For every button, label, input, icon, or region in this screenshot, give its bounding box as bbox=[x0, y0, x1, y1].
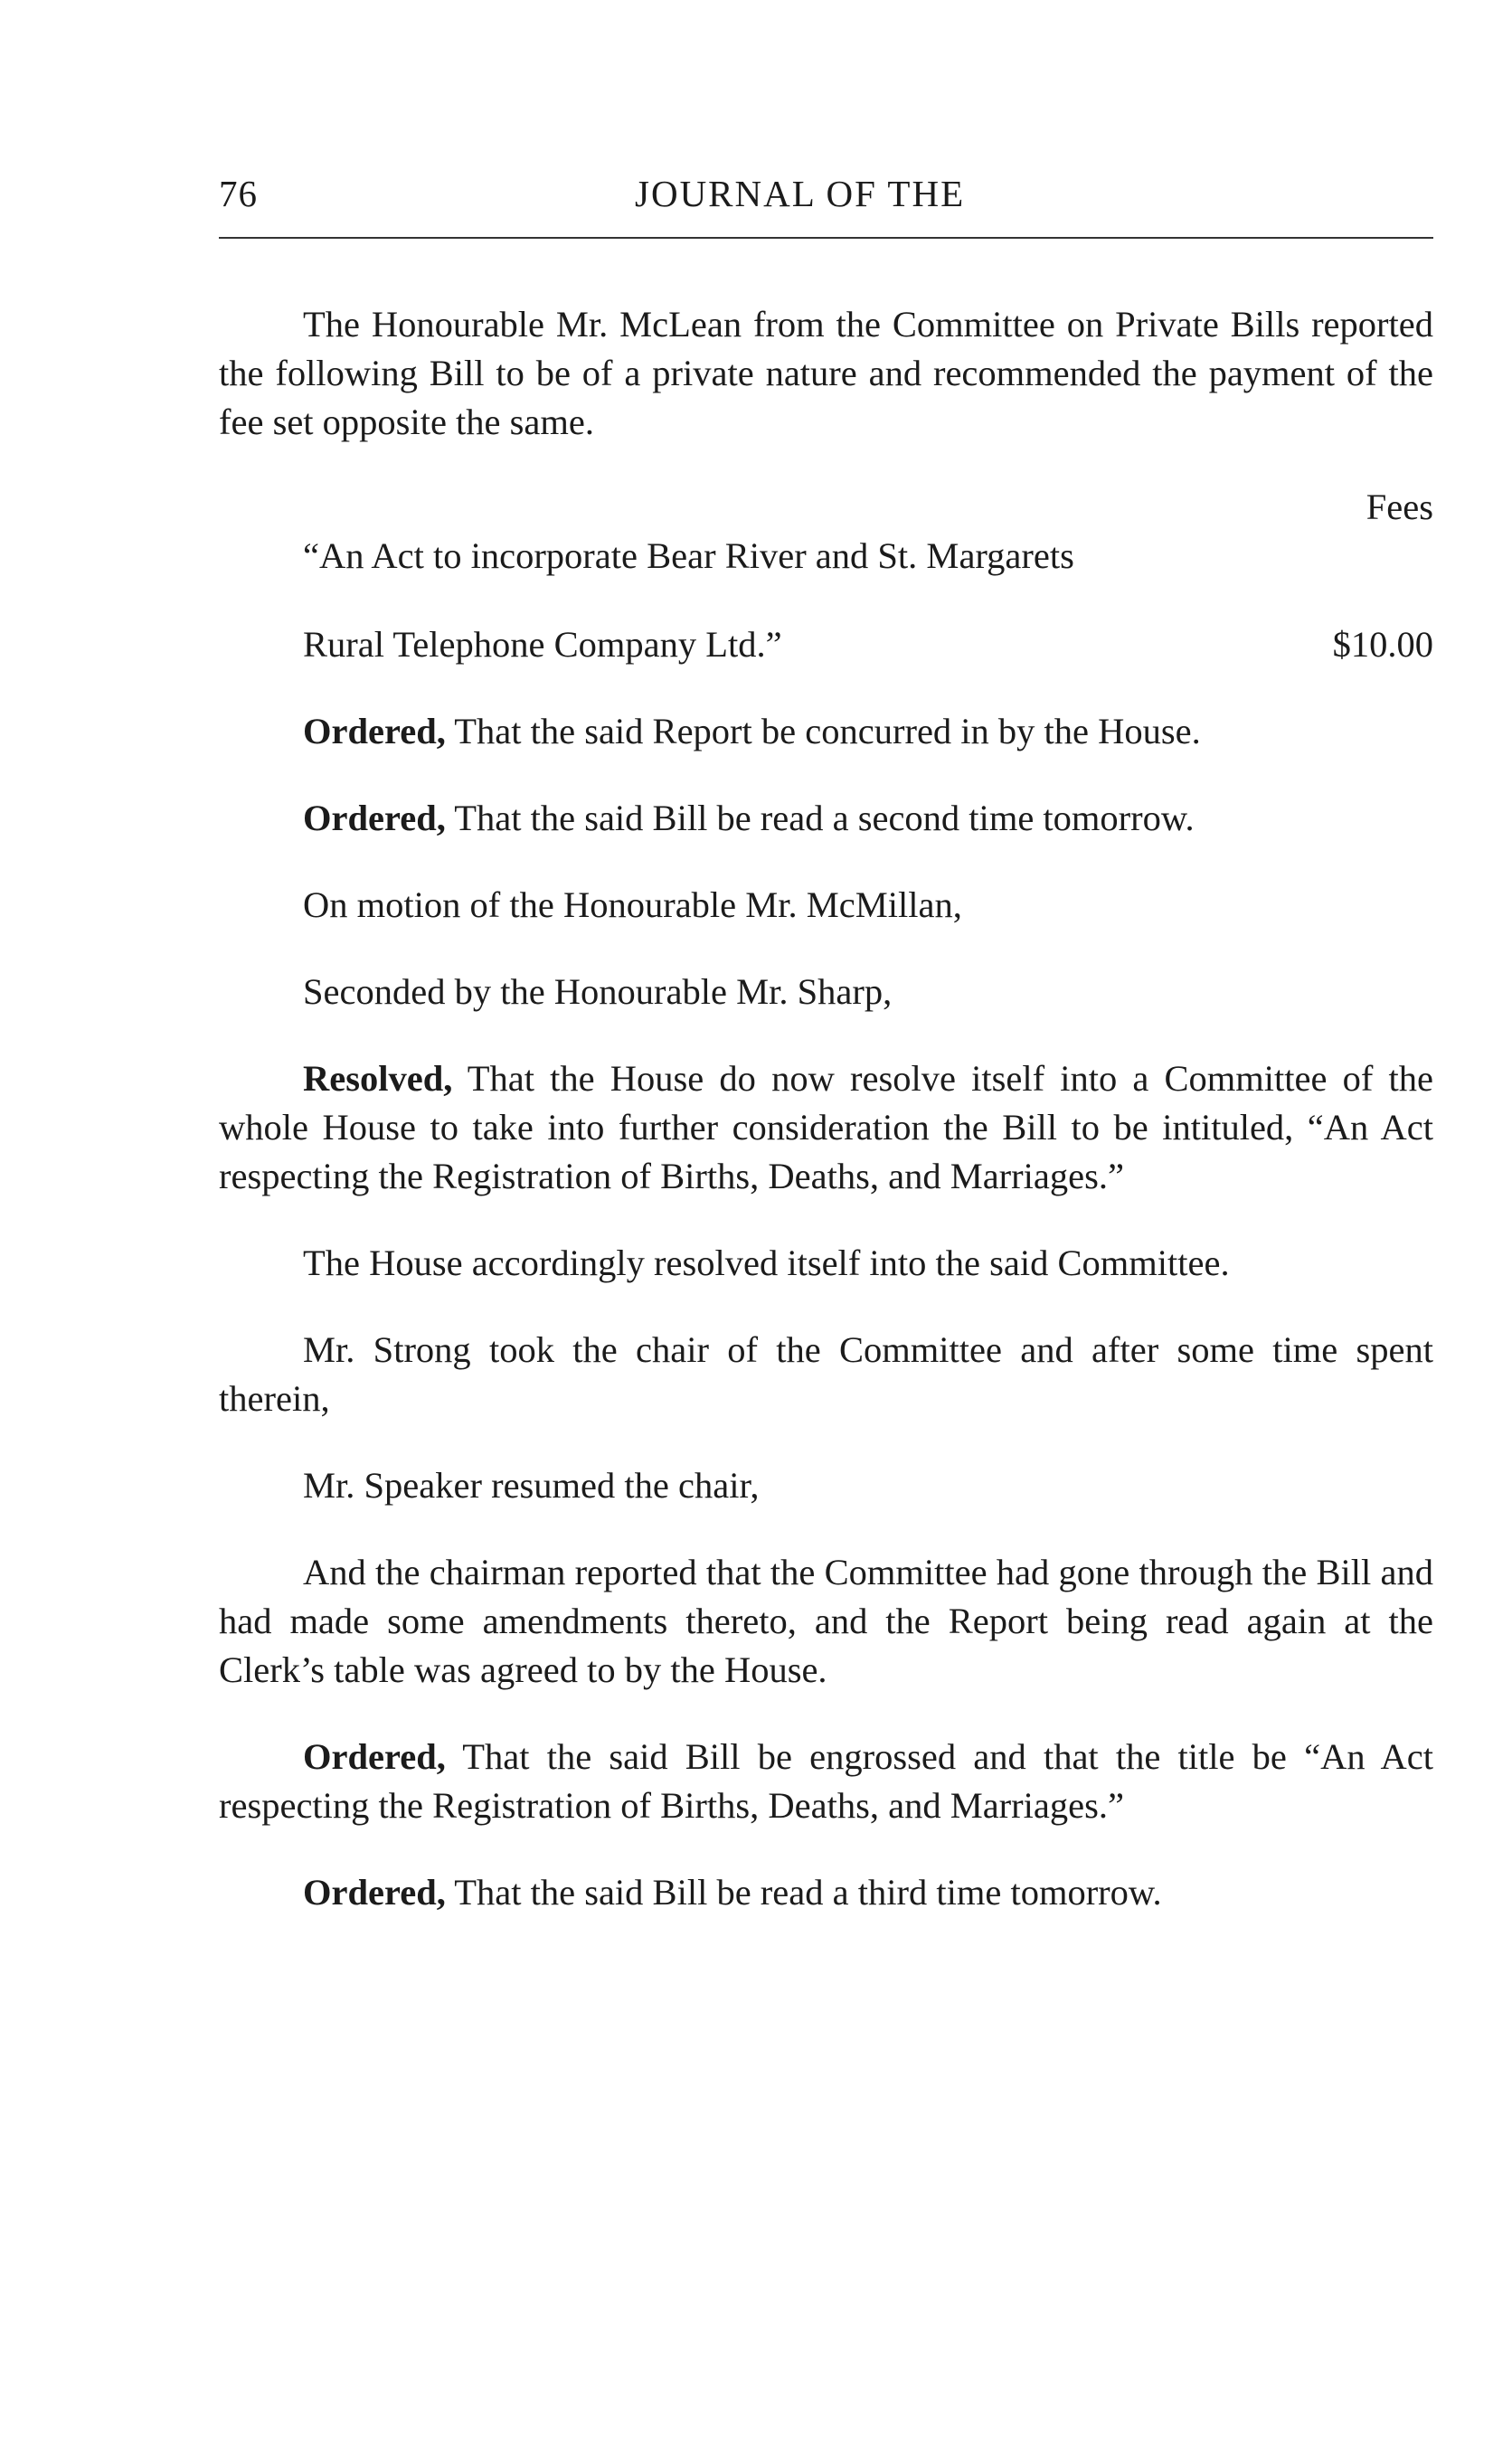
ordered-report-concurred bbox=[219, 707, 1433, 756]
ordered-engrossed-paragraph bbox=[219, 1733, 1433, 1830]
resolved-paragraph bbox=[219, 1054, 1433, 1201]
resolved-text: That the House do now resolve itself into a Committee of the whole House to take into further consideration the Bill to be intituled, “An Act respecting the Registration of Births, Deaths, and Marriages.” bbox=[219, 1058, 1433, 1196]
speaker-resumed-line: Mr. Speaker resumed the chair, bbox=[303, 1465, 760, 1506]
committee-report-paragraph: The Honourable Mr. McLean from the Committee on Private Bills reported the following Bill to be of a private nature and recommended the payment of the fee set opposite the same. bbox=[219, 304, 1433, 442]
page-body bbox=[219, 300, 1433, 1955]
header-rule bbox=[219, 237, 1433, 239]
bill-title-line-2 bbox=[219, 620, 1433, 669]
ordered-second-reading bbox=[219, 794, 1433, 843]
ordered-label: Ordered, bbox=[303, 798, 446, 838]
bill-fee-amount: $10.00 bbox=[1332, 624, 1433, 665]
page-header bbox=[219, 172, 1433, 226]
ordered-label: Ordered, bbox=[303, 711, 446, 751]
chairman-reported-paragraph: And the chairman reported that the Committee had gone through the Bill and had made some amendments thereto, and the Report being read again at the Clerk’s table was agreed to by the House. bbox=[219, 1552, 1433, 1690]
fees-heading: Fees bbox=[1366, 487, 1433, 527]
ordered-label: Ordered, bbox=[303, 1872, 446, 1913]
house-resolved-paragraph: The House accordingly resolved itself into the said Committee. bbox=[303, 1242, 1230, 1283]
bill-title-text-2: Rural Telephone Company Ltd.” bbox=[303, 624, 782, 665]
ordered-text: That the said Bill be engrossed and that the title be “An Act respecting the Registration of Births, Deaths, and Marriages.” bbox=[219, 1736, 1433, 1826]
ordered-text: That the said Report be concurred in by the House. bbox=[445, 711, 1201, 751]
ordered-third-reading bbox=[219, 1868, 1433, 1917]
page-number: 76 bbox=[219, 173, 258, 214]
chair-taken-paragraph: Mr. Strong took the chair of the Committee and after some time spent therein, bbox=[219, 1329, 1433, 1419]
running-head: JOURNAL OF THE bbox=[635, 173, 966, 214]
ordered-text: That the said Bill be read a third time tomorrow. bbox=[445, 1872, 1162, 1913]
fees-heading-row bbox=[219, 483, 1433, 532]
motion-line: On motion of the Honourable Mr. McMillan, bbox=[303, 884, 962, 925]
seconded-line: Seconded by the Honourable Mr. Sharp, bbox=[303, 971, 893, 1012]
bill-title-line-1 bbox=[219, 532, 1433, 581]
bill-title-text-1: “An Act to incorporate Bear River and St. Margarets bbox=[303, 535, 1074, 576]
ordered-text: That the said Bill be read a second time tomorrow. bbox=[445, 798, 1195, 838]
journal-page bbox=[219, 172, 1433, 1913]
resolved-label: Resolved, bbox=[303, 1058, 453, 1099]
ordered-label: Ordered, bbox=[303, 1736, 446, 1777]
